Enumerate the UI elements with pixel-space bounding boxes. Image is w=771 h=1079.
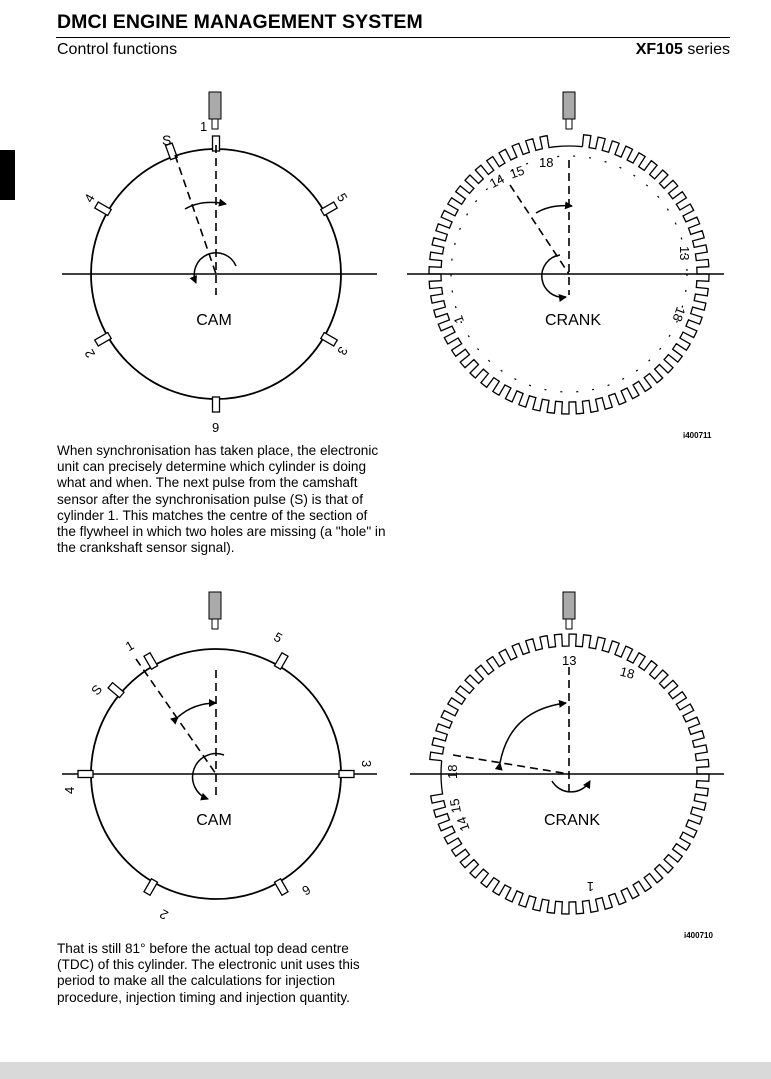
series-label	[636, 41, 730, 59]
crank-mark-15: 15	[507, 162, 527, 182]
cam2-mark-1: 1	[122, 637, 137, 655]
crank-wheel-2	[410, 592, 724, 914]
header-rule	[56, 37, 730, 38]
paragraph-tdc: That is still 81° before the actual top dead centre (TDC) of this cylinder. The electronic unit uses this period to make all the calculations for injection procedure, injection timing and injection quantity.	[57, 941, 360, 1005]
crank2-mark-14: 14	[453, 814, 473, 834]
crank2-mark-18b: 18	[445, 764, 460, 779]
cam2-mark-6: 6	[299, 881, 314, 899]
figure-code-2: i400710	[684, 931, 713, 940]
crank-label-2: CRANK	[543, 812, 601, 829]
series-word: series	[682, 41, 730, 58]
crank-mark-13: 13	[677, 246, 692, 261]
crank2-mark-13: 13	[562, 653, 577, 668]
cam2-mark-5: 5	[271, 629, 286, 646]
cam2-mark-s: S	[88, 681, 106, 699]
crank-wheel-1	[407, 92, 724, 414]
crank2-mark-18a: 18	[618, 663, 637, 682]
crank-mark-14: 14	[486, 170, 507, 191]
cam2-mark-3: 3	[359, 760, 374, 768]
page-title: DMCI ENGINE MANAGEMENT SYSTEM	[57, 11, 423, 33]
cam-sensor-2	[209, 592, 221, 619]
figure-sync-top	[0, 85, 771, 445]
figure-sync-bottom	[0, 585, 771, 945]
cam-mark-3: 3	[334, 344, 351, 358]
figure-sync-bottom-drawing	[0, 585, 771, 945]
paragraph-sync: When synchronisation has taken place, the electronic unit can precisely determine which cylinder is doing what and when. The next pulse from the camshaft sensor after the synchronisation pulse (S) is that of cylinder 1. This matches the centre of the section of the flywheel in which two holes are missing (a "hole" in the crankshaft sensor signal).	[57, 443, 386, 556]
crank2-mark-15: 15	[446, 797, 464, 815]
cam-mark-2: 2	[81, 346, 99, 361]
cam-mark-1: 1	[200, 119, 208, 134]
crank-mark-1: 1	[450, 313, 467, 326]
crank-mark-18a: 18	[539, 155, 554, 170]
crank-sensor-2	[563, 592, 575, 619]
footer-bar	[0, 1062, 771, 1079]
crank-mark-18b: 18	[669, 304, 689, 324]
cam2-mark-2: 2	[156, 906, 171, 923]
cam-label-2: CAM	[196, 812, 232, 829]
cam-mark-9: 9	[212, 420, 220, 435]
cam-mark-5: 5	[333, 190, 351, 205]
series-code: XF105	[635, 41, 683, 58]
crank-label-1: CRANK	[544, 312, 602, 329]
figure-code-1: i400711	[683, 431, 712, 440]
crank2-mark-1: 1	[586, 879, 594, 894]
cam-sensor-1	[209, 92, 221, 119]
cam-mark-4: 4	[81, 191, 98, 205]
crank-sensor-1	[563, 92, 575, 119]
cam2-mark-4: 4	[62, 786, 77, 794]
cam-wheel-1	[62, 92, 377, 435]
section-subtitle: Control functions	[57, 41, 178, 58]
figure-sync-top-drawing	[0, 85, 771, 445]
cam-mark-s: S	[162, 132, 172, 148]
cam-label-1: CAM	[196, 312, 232, 329]
cam-wheel-2	[62, 592, 377, 923]
